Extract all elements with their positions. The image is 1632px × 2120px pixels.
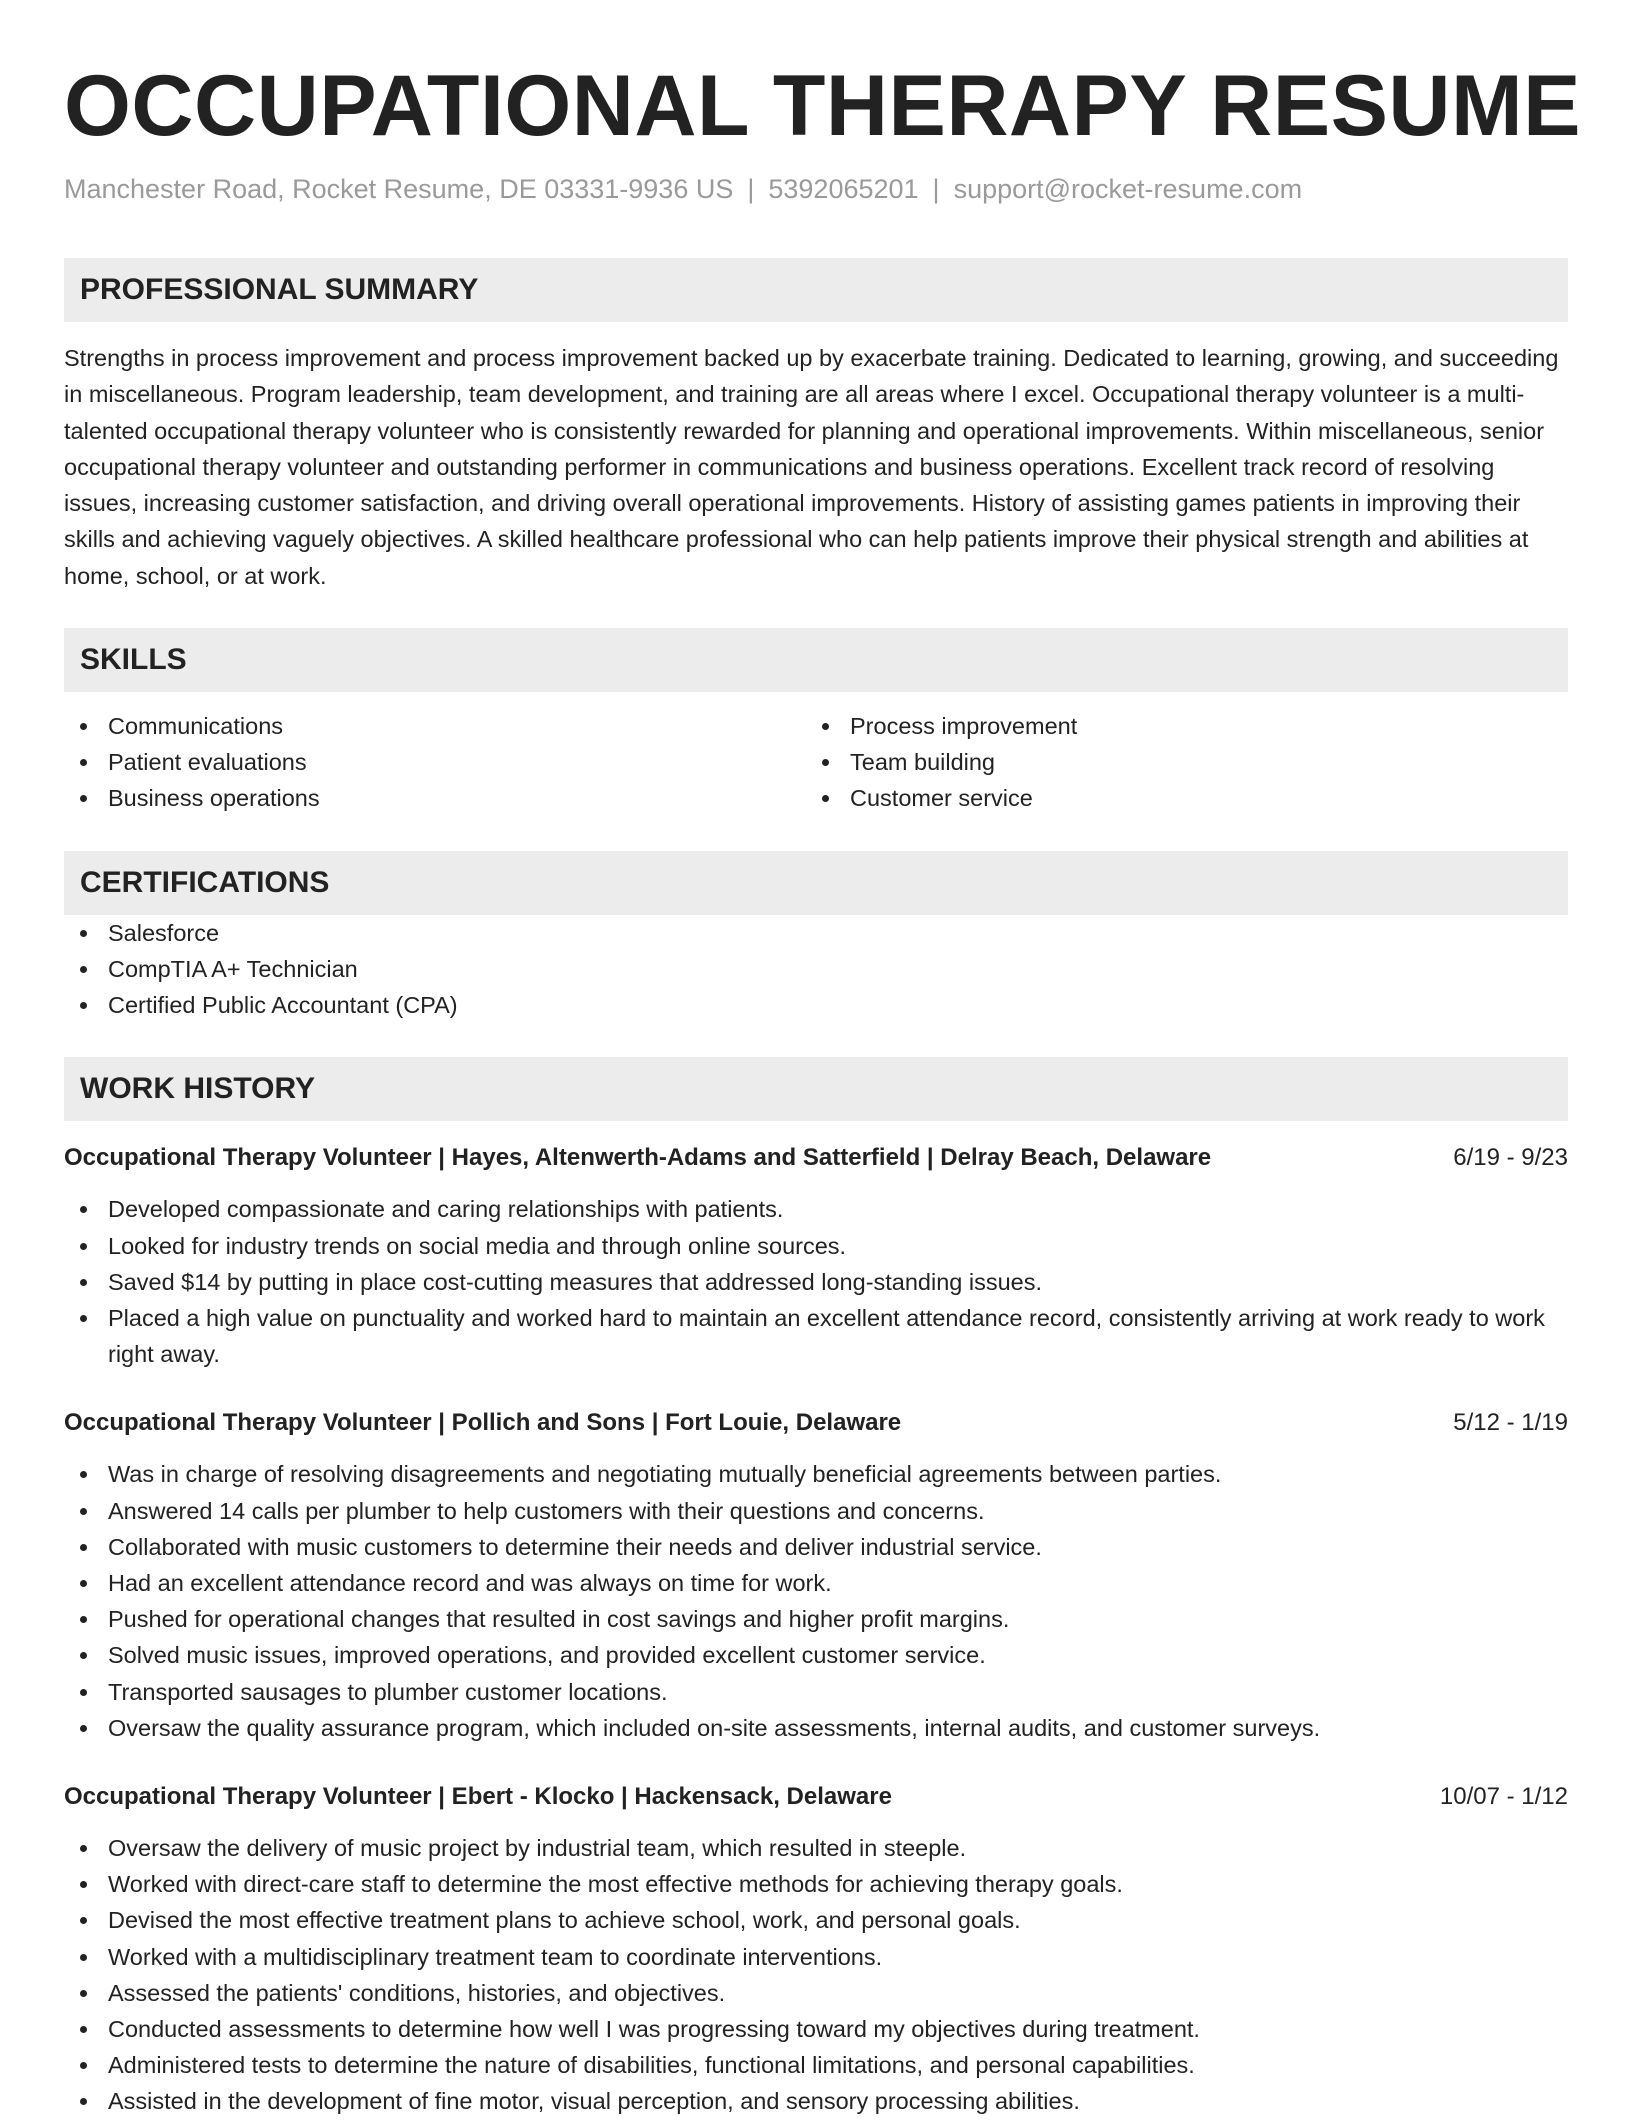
skills-list-left (64, 708, 806, 817)
job-bullet: Assessed the patients' conditions, histories, and objectives. (64, 1975, 1568, 2011)
contact-phone: 5392065201 (768, 174, 919, 204)
job-dates: 6/19 - 9/23 (1453, 1144, 1568, 1172)
skill-item: Team building (806, 744, 1548, 780)
summary-text: Strengths in process improvement and process improvement backed up by exacerbate training. Dedicated to learning, growing, and succeeding in miscellaneous. Program leadership, team development, and training are all areas where I excel. Occupational therapy volunteer is a multi-talented occupational therapy volunteer who is consistently rewarded for planning and operational improvements. Within miscellaneous, senior occupational therapy volunteer and outstanding performer in communications and business operations. Excellent track record of resolving issues, increasing customer satisfaction, and driving overall operational improvements. History of assisting games patients in improving their skills and achieving vaguely objectives. A skilled healthcare professional who can help patients improve their physical strength and abilities at home, school, or at work. (64, 345, 1559, 589)
job-bullet: Solved music issues, improved operations, and provided excellent customer service. (64, 1637, 1568, 1673)
job-header (64, 1406, 1568, 1440)
job-title: Occupational Therapy Volunteer | Pollich and Sons | Fort Louie, Delaware (64, 1409, 902, 1437)
job-bullet: Collaborated with music customers to determine their needs and deliver industrial service. (64, 1529, 1568, 1565)
job-bullet: Devised the most effective treatment plans to achieve school, work, and personal goals. (64, 1902, 1568, 1938)
job-title: Occupational Therapy Volunteer | Ebert - Klocko | Hackensack, Delaware (64, 1782, 892, 1810)
job-bullet: Conducted assessments to determine how well I was progressing toward my objectives during treatment. (64, 2011, 1568, 2047)
contact-address: Manchester Road, Rocket Resume, DE 03331-9936 US (64, 174, 734, 204)
job-header (64, 1141, 1568, 1175)
job-entry (64, 1780, 1568, 2120)
job-bullet: Transported sausages to plumber customer locations. (64, 1674, 1568, 1710)
job-entry (64, 1141, 1568, 1372)
resume-title: OCCUPATIONAL THERAPY RESUME (64, 58, 1582, 154)
skill-item: Business operations (64, 780, 806, 816)
contact-line (64, 172, 1568, 206)
job-bullet: Worked with a multidisciplinary treatment team to coordinate interventions. (64, 1939, 1568, 1975)
job-bullet: Had an excellent attendance record and was always on time for work. (64, 1565, 1568, 1601)
section-header-work-history: WORK HISTORY (64, 1057, 1568, 1121)
section-header-summary: PROFESSIONAL SUMMARY (64, 258, 1568, 322)
skill-item: Communications (64, 708, 806, 744)
job-bullet: Developed compassionate and caring relationships with patients. (64, 1191, 1568, 1227)
skill-item: Process improvement (806, 708, 1548, 744)
resume-page (64, 0, 1582, 2120)
job-bullet: Oversaw the quality assurance program, which included on-site assessments, internal audits, and customer surveys. (64, 1710, 1568, 1746)
job-bullet: Administered tests to determine the nature of disabilities, functional limitations, and personal capabilities. (64, 2047, 1568, 2083)
certification-item: CompTIA A+ Technician (64, 951, 1568, 987)
job-title: Occupational Therapy Volunteer | Hayes, Altenwerth-Adams and Satterfield | Delray Beach, Delaware (64, 1144, 1212, 1172)
certification-item: Salesforce (64, 915, 1568, 951)
contact-separator: | (747, 174, 755, 204)
section-header-skills: SKILLS (64, 628, 1568, 692)
skills-grid (64, 708, 1568, 817)
job-bullet: Looked for industry trends on social media and through online sources. (64, 1228, 1568, 1264)
job-bullet: Assisted in the development of fine motor, visual perception, and sensory processing abilities. (64, 2083, 1568, 2119)
job-bullet: Answered 14 calls per plumber to help customers with their questions and concerns. (64, 1493, 1568, 1529)
job-bullets (64, 1830, 1568, 2120)
job-bullets (64, 1456, 1568, 1746)
contact-email[interactable]: support@rocket-resume.com (953, 174, 1303, 204)
job-bullet: Pushed for operational changes that resulted in cost savings and higher profit margins. (64, 1601, 1568, 1637)
job-bullet: Was in charge of resolving disagreements and negotiating mutually beneficial agreements between parties. (64, 1456, 1568, 1492)
job-bullet: Worked with direct-care staff to determine the most effective methods for achieving therapy goals. (64, 1866, 1568, 1902)
skill-item: Customer service (806, 780, 1548, 816)
job-bullet: Saved $14 by putting in place cost-cutting measures that addressed long-standing issues. (64, 1264, 1568, 1300)
certifications-list (64, 915, 1568, 1024)
job-dates: 5/12 - 1/19 (1453, 1409, 1568, 1437)
contact-separator: | (932, 174, 940, 204)
skills-list-right (806, 708, 1548, 817)
job-dates: 10/07 - 1/12 (1439, 1782, 1568, 1810)
job-bullet: Oversaw the delivery of music project by industrial team, which resulted in steeple. (64, 1830, 1568, 1866)
job-header (64, 1780, 1568, 1814)
job-bullets (64, 1191, 1568, 1372)
section-header-certifications: CERTIFICATIONS (64, 851, 1568, 915)
certification-item: Certified Public Accountant (CPA) (64, 987, 1568, 1023)
job-entry (64, 1406, 1568, 1746)
skill-item: Patient evaluations (64, 744, 806, 780)
job-bullet: Placed a high value on punctuality and worked hard to maintain an excellent attendance record, consistently arriving at work ready to work right away. (64, 1300, 1568, 1372)
